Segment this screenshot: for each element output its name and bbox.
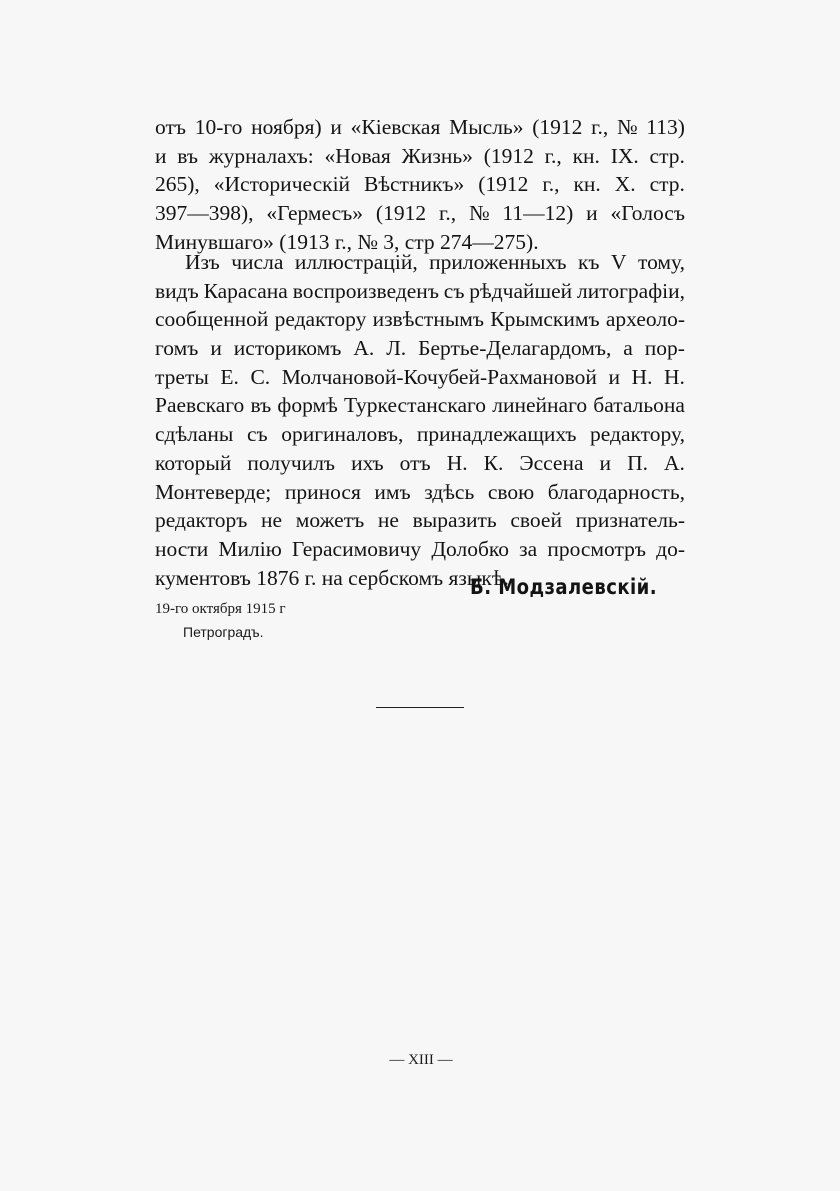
text-line [155, 420, 685, 449]
word: Изъ [185, 250, 220, 274]
word: № [617, 115, 638, 139]
word: Минувшаго» (1913 г., № 3, стр 274—275). [155, 229, 539, 254]
word: историкомъ [233, 336, 342, 361]
word: признатель- [575, 508, 685, 533]
word: своей [510, 508, 562, 533]
word: и [210, 336, 222, 361]
word: (1912 [375, 201, 427, 226]
word: ноября) [251, 115, 322, 139]
word: здѣсь [424, 479, 475, 504]
text-line [155, 334, 685, 363]
word: 10-го [194, 115, 243, 139]
word: X. [614, 172, 636, 197]
page-number: — XIII — [389, 1052, 453, 1068]
text-line [155, 248, 685, 277]
word: «Историческій [213, 172, 351, 197]
word: Крымскимъ [490, 307, 600, 332]
word: № [468, 201, 490, 226]
word: отъ [399, 450, 431, 475]
word: и [330, 115, 342, 139]
word: ихъ [351, 450, 384, 475]
text-line [155, 535, 685, 564]
word: Н. [664, 364, 685, 389]
text-line [155, 199, 685, 228]
word: 397—398), [155, 201, 254, 226]
word: Мысль» [449, 115, 524, 139]
word: 113) [646, 115, 685, 139]
word: кументовъ 1876 г. на сербскомъ языкѣ. [155, 565, 509, 590]
word: принося [284, 479, 361, 504]
word: и [599, 450, 612, 475]
word: г., [438, 201, 457, 226]
word: V [610, 250, 627, 274]
word: редактору [274, 307, 367, 332]
word: тому, [637, 250, 685, 274]
place-line: Петроградъ. [183, 624, 264, 640]
word: до- [656, 536, 685, 561]
word: (1912 [483, 143, 534, 168]
word: иллюстрацій, [294, 250, 418, 274]
text-line [155, 142, 685, 171]
word: рѣдчайшей [469, 278, 573, 303]
word: линейнаго [492, 393, 588, 418]
word: получилъ [247, 450, 336, 475]
word: сообщенной [155, 307, 269, 332]
text-line [155, 391, 685, 420]
word: который [155, 450, 232, 475]
word: 11—12) [502, 201, 574, 226]
paragraph-1 [155, 113, 685, 256]
word: Н. [631, 364, 653, 389]
word: благодарность, [547, 479, 685, 504]
word: г., [591, 115, 609, 139]
word: треты [155, 364, 209, 389]
word: С. [250, 364, 271, 389]
word: А. [664, 450, 685, 475]
word: К. [483, 450, 504, 475]
word: гомъ [155, 336, 199, 361]
word: Молчановой-Кочубей-Рахмановой [281, 364, 597, 389]
text-line [155, 170, 685, 199]
word: батальона [593, 393, 685, 418]
word: формѣ [277, 393, 338, 418]
word: ности [155, 536, 209, 561]
word: съ [443, 278, 465, 303]
word: съ [246, 422, 268, 447]
word: видъ [155, 278, 199, 303]
word: редакторъ [155, 508, 248, 533]
word: а [623, 336, 633, 361]
word: Н. [446, 450, 468, 475]
word: П. [627, 450, 648, 475]
word: просмотръ [547, 536, 646, 561]
word: «Кіевская [350, 115, 441, 139]
word: (1912 [478, 172, 529, 197]
word: въ [177, 143, 199, 168]
word: пор- [644, 336, 685, 361]
word: отъ [155, 115, 186, 139]
word: воспроизведенъ [292, 278, 439, 303]
word: «Голосъ [610, 201, 685, 226]
word: «Гермесъ» [266, 201, 364, 226]
word: 265), [155, 172, 200, 197]
word: въ [250, 393, 272, 418]
word: Герасимовичу [291, 536, 422, 561]
word: археоло- [605, 307, 685, 332]
word: Эссена [519, 450, 584, 475]
word: Бертье-Делагардомъ, [418, 336, 612, 361]
word: (1912 [532, 115, 583, 139]
word: сдѣланы [155, 422, 234, 447]
word: за [519, 536, 538, 561]
word: свою [487, 479, 535, 504]
word: журналахъ: [208, 143, 314, 168]
word: оригиналовъ, [281, 422, 404, 447]
text-line [155, 363, 685, 392]
text-line [155, 277, 685, 306]
word: г., [542, 172, 560, 197]
word: Вѣстникъ» [364, 172, 465, 197]
word: приложенныхъ [429, 250, 567, 274]
word: и [155, 143, 167, 168]
word: извѣстнымъ [372, 307, 484, 332]
text-line [155, 506, 685, 535]
date-line: 19-го октября 1915 г [155, 601, 286, 617]
word: «Новая [324, 143, 391, 168]
text-line [155, 449, 685, 478]
word: принадлежащихъ [416, 422, 577, 447]
section-divider [376, 707, 464, 708]
word: Карасана [203, 278, 288, 303]
word: выразить [412, 508, 497, 533]
text-line [155, 305, 685, 334]
word: и [586, 201, 598, 226]
text-line [155, 113, 685, 142]
word: кн. [573, 172, 601, 197]
word: г., [544, 143, 562, 168]
word: къ [577, 250, 600, 274]
word: Е. [220, 364, 239, 389]
word: не [377, 508, 399, 533]
word: IX. [610, 143, 639, 168]
word: имъ [374, 479, 411, 504]
word: Долобко [431, 536, 509, 561]
word: Л. [386, 336, 407, 361]
word: стр. [649, 143, 685, 168]
author-signature: Б. Модзалевскій. [470, 575, 658, 599]
word: кн. [572, 143, 600, 168]
paragraph-2 [155, 248, 685, 592]
word: Туркестанскаго [344, 393, 487, 418]
word: можетъ [295, 508, 365, 533]
word: не [261, 508, 283, 533]
word: Милію [218, 536, 282, 561]
word: и [608, 364, 620, 389]
word: Жизнь» [401, 143, 473, 168]
word: Раевскаго [155, 393, 245, 418]
word: Монтеверде; [155, 479, 272, 504]
word: стр. [649, 172, 685, 197]
word: литографіи, [576, 278, 685, 303]
text-line [155, 478, 685, 507]
word: числа [231, 250, 284, 274]
word: А. [353, 336, 375, 361]
word: редактору, [590, 422, 685, 447]
